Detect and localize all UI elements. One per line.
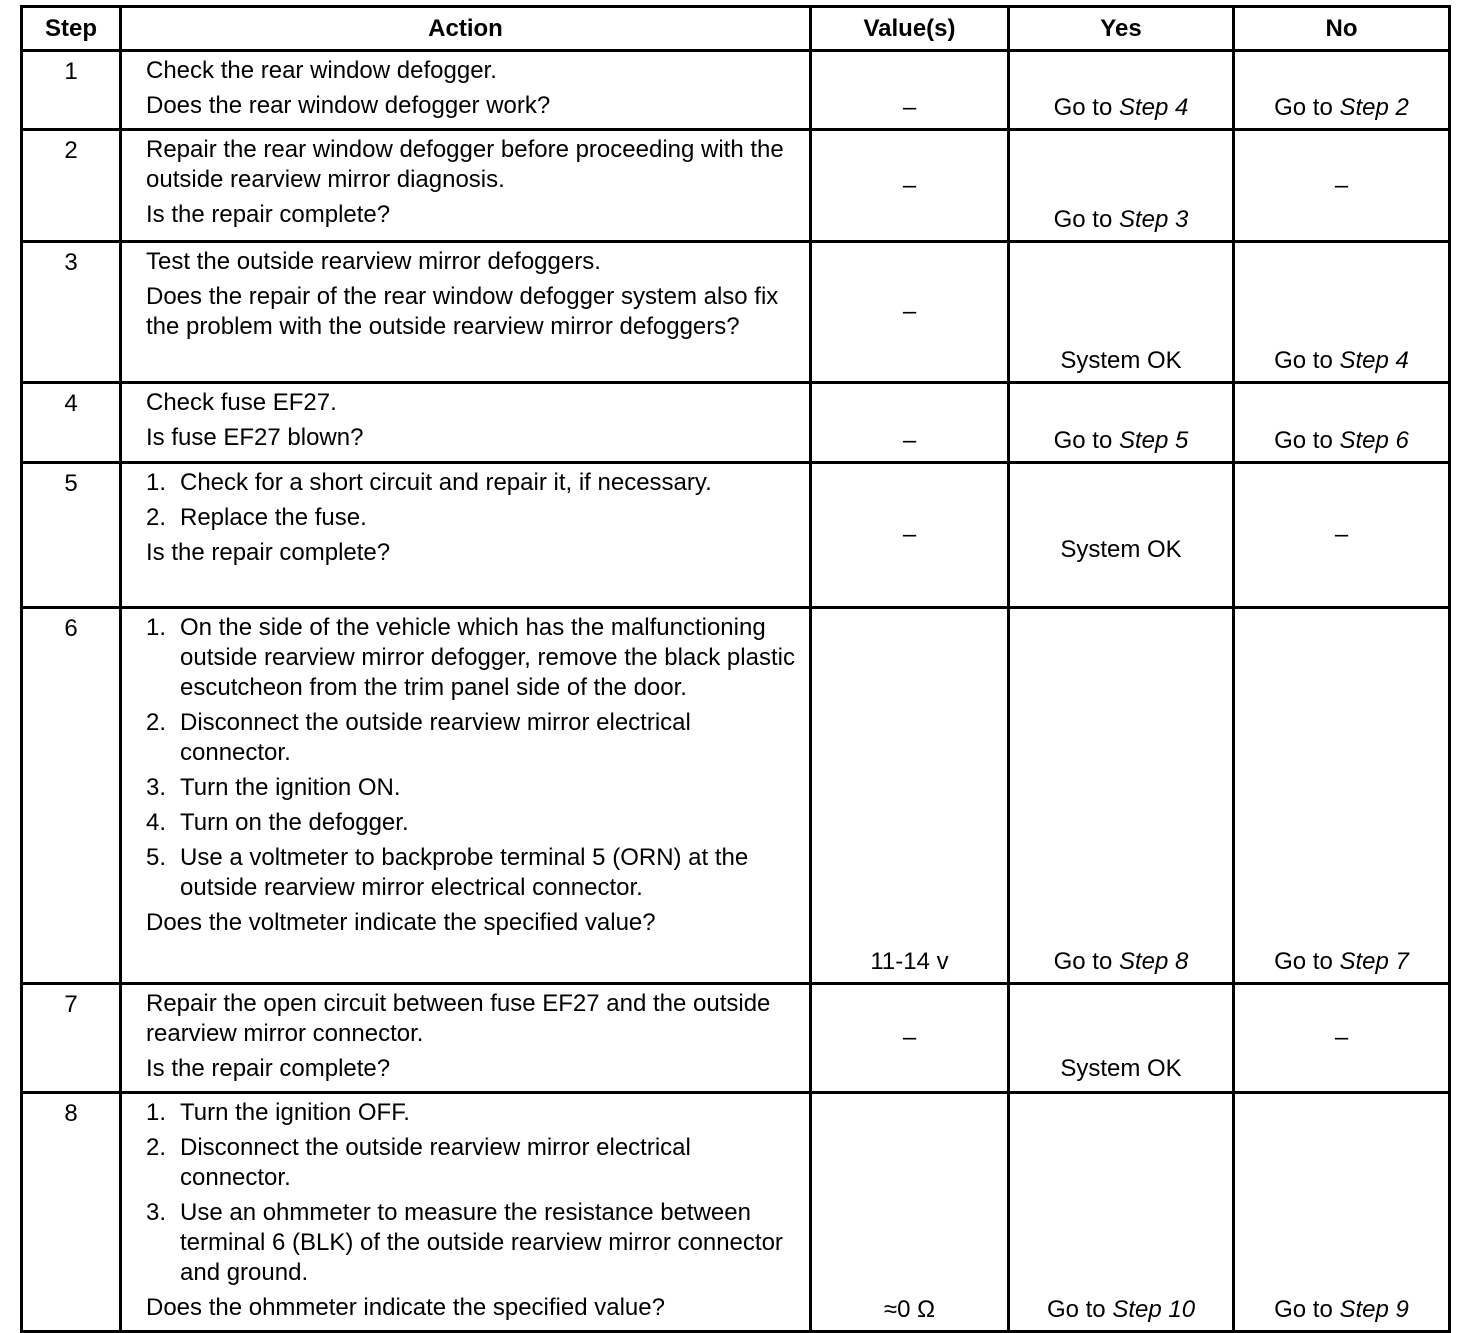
yes-outcome bbox=[1054, 427, 1189, 455]
no-goto-prefix: Go to bbox=[1274, 1296, 1340, 1323]
diagnostic-table bbox=[20, 5, 1451, 1333]
value-text: – bbox=[902, 171, 917, 199]
no-wrap bbox=[1235, 243, 1448, 381]
action-step-number: 4. bbox=[146, 809, 167, 836]
action-step-number: 2. bbox=[146, 504, 167, 531]
action-step-text: Turn on the defogger. bbox=[180, 809, 409, 836]
action-question: Does the repair of the rear window defogger system also fix the problem with the outside rearview mirror defoggers? bbox=[146, 283, 779, 340]
yes-outcome bbox=[1054, 948, 1189, 976]
action-text: Repair the rear window defogger before proceeding with the outside rearview mirror diagnosis. bbox=[146, 136, 784, 193]
action-cell bbox=[121, 984, 811, 1093]
value-cell bbox=[811, 984, 1009, 1093]
yes-step-link[interactable]: Step 10 bbox=[1112, 1296, 1196, 1323]
value-text: – bbox=[902, 94, 917, 121]
action-step-text: Disconnect the outside rearview mirror electrical connector. bbox=[180, 709, 691, 766]
action-step-item bbox=[146, 773, 799, 803]
action-cell bbox=[121, 383, 811, 463]
no-cell bbox=[1234, 984, 1450, 1093]
action-question: Does the ohmmeter indicate the specified value? bbox=[146, 1294, 665, 1321]
step-number: 1 bbox=[22, 51, 121, 130]
no-outcome bbox=[1274, 1296, 1409, 1324]
no-outcome bbox=[1274, 427, 1409, 455]
action-step-text: Turn the ignition OFF. bbox=[180, 1099, 410, 1126]
table-row bbox=[22, 130, 1450, 242]
action-question: Is fuse EF27 blown? bbox=[146, 424, 364, 451]
step-number: 8 bbox=[22, 1093, 121, 1332]
table-row bbox=[22, 383, 1450, 463]
action-step-text: Use an ohmmeter to measure the resistance between terminal 6 (BLK) of the outside rearview mirror connector and ground. bbox=[180, 1199, 783, 1286]
no-outcome: – bbox=[1334, 1024, 1349, 1051]
action-cell bbox=[121, 242, 811, 383]
step-number: 3 bbox=[22, 242, 121, 383]
action-cell bbox=[121, 51, 811, 130]
action-cell bbox=[121, 608, 811, 984]
yes-goto-prefix: Go to bbox=[1053, 94, 1119, 121]
action-step-text: Turn the ignition ON. bbox=[180, 774, 401, 801]
action-step-number: 1. bbox=[146, 614, 167, 641]
no-step-link[interactable]: Step 4 bbox=[1339, 347, 1409, 374]
action-step-text: Disconnect the outside rearview mirror electrical connector. bbox=[180, 1134, 691, 1191]
action-step-item bbox=[146, 1098, 799, 1128]
yes-goto-prefix: Go to bbox=[1046, 1296, 1113, 1323]
action-step-number: 1. bbox=[146, 1099, 167, 1126]
action-step-number: 2. bbox=[146, 1134, 167, 1161]
action-step-text: Check for a short circuit and repair it, if necessary. bbox=[180, 469, 712, 496]
step-number: 4 bbox=[22, 383, 121, 463]
no-step-link[interactable]: Step 6 bbox=[1339, 427, 1409, 454]
yes-cell bbox=[1009, 383, 1234, 463]
action-step-number: 3. bbox=[146, 1199, 167, 1226]
yes-wrap bbox=[1010, 384, 1232, 461]
no-outcome: – bbox=[1334, 171, 1349, 199]
value-cell bbox=[811, 51, 1009, 130]
yes-cell bbox=[1009, 1093, 1234, 1332]
action-step-text: Replace the fuse. bbox=[180, 504, 367, 531]
header-row bbox=[22, 7, 1450, 51]
action-step-item bbox=[146, 708, 799, 768]
action-steps-list bbox=[146, 468, 799, 533]
action-steps-list bbox=[146, 1098, 799, 1288]
table-row bbox=[22, 51, 1450, 130]
table-row bbox=[22, 984, 1450, 1093]
yes-cell bbox=[1009, 51, 1234, 130]
yes-goto-prefix: Go to bbox=[1053, 427, 1119, 454]
action-question: Is the repair complete? bbox=[146, 539, 391, 566]
yes-wrap bbox=[1010, 243, 1232, 381]
yes-wrap bbox=[1010, 609, 1232, 982]
no-goto-prefix: Go to bbox=[1274, 94, 1340, 121]
no-step-link[interactable]: Step 2 bbox=[1339, 94, 1409, 121]
action-step-item bbox=[146, 468, 799, 498]
action-text: Check the rear window defogger. bbox=[146, 57, 497, 84]
value-text: ≈0 Ω bbox=[883, 1296, 936, 1323]
action-question: Does the voltmeter indicate the specified value? bbox=[146, 909, 656, 936]
yes-wrap bbox=[1010, 1094, 1232, 1330]
no-cell bbox=[1234, 130, 1450, 242]
value-text: – bbox=[902, 298, 917, 325]
yes-wrap bbox=[1010, 131, 1232, 240]
yes-outcome bbox=[1054, 206, 1189, 234]
no-goto-prefix: Go to bbox=[1274, 948, 1340, 975]
yes-cell bbox=[1009, 984, 1234, 1093]
step-number: 6 bbox=[22, 608, 121, 984]
no-wrap bbox=[1235, 52, 1448, 128]
value-wrap bbox=[812, 52, 1007, 128]
action-step-number: 2. bbox=[146, 709, 167, 736]
no-wrap bbox=[1235, 464, 1448, 626]
yes-goto-prefix: Go to bbox=[1053, 948, 1119, 975]
value-cell bbox=[811, 130, 1009, 242]
action-step-number: 1. bbox=[146, 469, 167, 496]
header-yes: Yes bbox=[1009, 7, 1234, 51]
step-number: 7 bbox=[22, 984, 121, 1093]
no-step-link[interactable]: Step 7 bbox=[1339, 948, 1409, 975]
action-step-item bbox=[146, 1198, 799, 1288]
value-wrap bbox=[812, 243, 1007, 401]
no-cell bbox=[1234, 463, 1450, 608]
value-text: – bbox=[902, 427, 917, 454]
action-step-item bbox=[146, 503, 799, 533]
table-body bbox=[22, 51, 1450, 1332]
table-row bbox=[22, 608, 1450, 984]
no-outcome bbox=[1274, 347, 1409, 375]
yes-outcome: System OK bbox=[1060, 536, 1182, 563]
yes-wrap bbox=[1010, 985, 1232, 1091]
value-cell bbox=[811, 608, 1009, 984]
action-step-text: On the side of the vehicle which has the malfunctioning outside rearview mirror defogger, remove the black plastic escutcheon from the trim panel side of the door. bbox=[180, 614, 795, 701]
action-question: Does the rear window defogger work? bbox=[146, 92, 551, 119]
table-row bbox=[22, 1093, 1450, 1332]
value-wrap bbox=[812, 464, 1007, 626]
action-step-number: 3. bbox=[146, 774, 167, 801]
header-values: Value(s) bbox=[811, 7, 1009, 51]
yes-cell bbox=[1009, 463, 1234, 608]
yes-wrap bbox=[1010, 464, 1232, 606]
value-cell bbox=[811, 383, 1009, 463]
value-text: – bbox=[902, 521, 917, 548]
table-row bbox=[22, 242, 1450, 383]
yes-cell bbox=[1009, 242, 1234, 383]
action-steps-list bbox=[146, 613, 799, 903]
yes-wrap bbox=[1010, 52, 1232, 128]
yes-step-link[interactable]: Step 5 bbox=[1118, 427, 1189, 454]
no-cell bbox=[1234, 608, 1450, 984]
header-no: No bbox=[1234, 7, 1450, 51]
action-step-number: 5. bbox=[146, 844, 167, 871]
value-text: – bbox=[902, 1024, 917, 1051]
no-outcome bbox=[1274, 948, 1409, 976]
action-cell bbox=[121, 1093, 811, 1332]
yes-outcome bbox=[1054, 94, 1189, 122]
step-number: 2 bbox=[22, 130, 121, 242]
yes-outcome: System OK bbox=[1060, 1055, 1182, 1082]
no-wrap bbox=[1235, 384, 1448, 461]
action-step-item bbox=[146, 808, 799, 838]
yes-outcome bbox=[1047, 1296, 1195, 1324]
value-wrap bbox=[812, 1094, 1007, 1330]
action-cell bbox=[121, 130, 811, 242]
table-header bbox=[22, 7, 1450, 51]
action-text: Repair the open circuit between fuse EF27 and the outside rearview mirror connector. bbox=[146, 990, 771, 1047]
header-action: Action bbox=[121, 7, 811, 51]
header-step: Step bbox=[22, 7, 121, 51]
action-question: Is the repair complete? bbox=[146, 201, 391, 228]
value-wrap bbox=[812, 384, 1007, 461]
yes-cell bbox=[1009, 130, 1234, 242]
no-outcome: – bbox=[1334, 521, 1349, 548]
action-step-item bbox=[146, 613, 799, 703]
action-step-item bbox=[146, 843, 799, 903]
no-goto-prefix: Go to bbox=[1274, 427, 1340, 454]
action-step-text: Use a voltmeter to backprobe terminal 5 (ORN) at the outside rearview mirror electrical connector. bbox=[180, 844, 749, 901]
value-text: 11-14 v bbox=[870, 948, 949, 975]
no-cell bbox=[1234, 383, 1450, 463]
yes-cell bbox=[1009, 608, 1234, 984]
value-wrap bbox=[812, 609, 1007, 982]
value-cell bbox=[811, 1093, 1009, 1332]
no-goto-prefix: Go to bbox=[1274, 347, 1340, 374]
action-step-item bbox=[146, 1133, 799, 1193]
no-cell bbox=[1234, 242, 1450, 383]
yes-step-link[interactable]: Step 3 bbox=[1118, 206, 1189, 233]
action-question: Is the repair complete? bbox=[146, 1055, 391, 1082]
value-cell bbox=[811, 242, 1009, 383]
yes-step-link[interactable]: Step 8 bbox=[1118, 948, 1189, 975]
no-wrap bbox=[1235, 1094, 1448, 1330]
table-row bbox=[22, 463, 1450, 608]
no-cell bbox=[1234, 51, 1450, 130]
yes-outcome: System OK bbox=[1060, 347, 1182, 374]
no-outcome bbox=[1274, 94, 1409, 122]
no-cell bbox=[1234, 1093, 1450, 1332]
action-text: Check fuse EF27. bbox=[146, 389, 337, 416]
yes-step-link[interactable]: Step 4 bbox=[1118, 94, 1189, 121]
yes-goto-prefix: Go to bbox=[1053, 206, 1119, 233]
action-cell bbox=[121, 463, 811, 608]
value-cell bbox=[811, 463, 1009, 608]
no-wrap bbox=[1235, 609, 1448, 982]
action-text: Test the outside rearview mirror defoggers. bbox=[146, 248, 601, 275]
step-number: 5 bbox=[22, 463, 121, 608]
no-step-link[interactable]: Step 9 bbox=[1339, 1296, 1409, 1323]
